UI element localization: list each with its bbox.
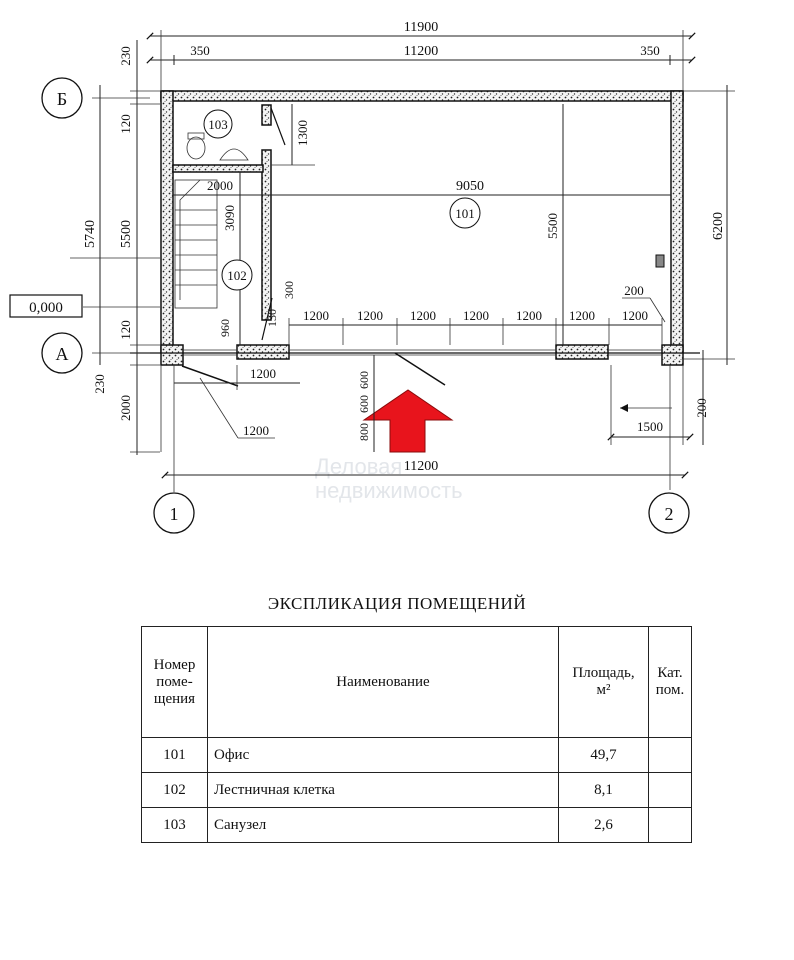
axis-2-label: 2 (664, 504, 674, 524)
window-dim-7: 1200 (622, 308, 648, 323)
window-dim-4: 1200 (463, 308, 489, 323)
dim-left-2000: 2000 (118, 395, 133, 421)
room-tag-103: 103 (208, 117, 228, 132)
door-wc (271, 108, 285, 145)
axis-1-label: 1 (169, 504, 179, 524)
dim-300: 300 (282, 281, 296, 299)
facade-glazing (130, 350, 700, 355)
row-category (649, 773, 692, 808)
top-dimensions (150, 20, 692, 91)
wall-wc-bottom (173, 165, 263, 172)
entrance-arrow-icon (364, 390, 452, 452)
level-mark: 0,000 (29, 300, 63, 316)
window-dim-6: 1200 (569, 308, 595, 323)
header-name: Наименование (208, 627, 559, 738)
dim-top-right: 350 (640, 43, 660, 58)
dim-left-120-top: 120 (118, 114, 133, 134)
dim-600-a: 600 (357, 371, 371, 389)
wall-stair-partition (262, 150, 271, 320)
wall-left (161, 91, 173, 353)
dim-600-b: 600 (357, 395, 371, 413)
dim-bottom-11200: 11200 (403, 459, 439, 474)
toilet-icon (187, 137, 205, 159)
dim-1200-outside: 1200 (250, 366, 276, 381)
table-row (142, 808, 692, 843)
row-name: Офис (208, 738, 559, 773)
wall-corner-left (161, 345, 183, 365)
dim-3090: 3090 (222, 205, 237, 231)
row-category (649, 808, 692, 843)
row-number: 103 (142, 808, 208, 843)
row-area: 8,1 (559, 773, 649, 808)
dim-130: 130 (265, 309, 279, 327)
row-number: 102 (142, 773, 208, 808)
staircase (175, 180, 217, 308)
wall-bottom-seg-1 (237, 345, 289, 359)
window-dim-2: 1200 (357, 308, 383, 323)
room-tag-102: 102 (227, 268, 247, 283)
dim-left-230-top: 230 (118, 46, 133, 66)
header-room-number: Номер поме- щения (142, 627, 208, 738)
explication-table (141, 626, 692, 843)
row-category (649, 738, 692, 773)
header-category: Кат. пом. (649, 627, 692, 738)
dim-left-230-bot: 230 (92, 374, 107, 394)
wall-right (671, 91, 683, 353)
dim-960: 960 (218, 319, 232, 337)
sink-icon (220, 149, 248, 160)
row-area: 2,6 (559, 808, 649, 843)
row-number: 101 (142, 738, 208, 773)
explication-header-row (142, 627, 692, 738)
wall-bottom-seg-2 (556, 345, 608, 359)
room-tag-101: 101 (455, 206, 475, 221)
axis-markers (42, 78, 689, 533)
walls (161, 91, 683, 365)
row-name: Санузел (208, 808, 559, 843)
room-tags (204, 110, 480, 290)
dim-left-120-bot: 120 (118, 320, 133, 340)
axis-a-label: А (55, 344, 69, 364)
window-dim-3: 1200 (410, 308, 436, 323)
dim-inner-5500: 5500 (545, 213, 560, 239)
axis-b-label: Б (56, 89, 68, 109)
dim-1500: 1500 (637, 419, 663, 434)
dim-1200-leader: 1200 (243, 423, 269, 438)
door-main (395, 353, 445, 385)
interior-dimensions (173, 104, 671, 345)
wall-top (161, 91, 683, 101)
wall-corner-right (662, 345, 683, 365)
row-name: Лестничная клетка (208, 773, 559, 808)
wall-wc-partition (262, 105, 271, 125)
table-row (142, 773, 692, 808)
explication-title: ЭКСПЛИКАЦИЯ ПОМЕЩЕНИЙ (267, 594, 527, 613)
dim-9050: 9050 (456, 179, 484, 194)
dim-2000-stair: 2000 (207, 178, 233, 193)
dim-top-mid: 11200 (403, 44, 439, 59)
dim-left-5740: 5740 (83, 220, 98, 248)
dim-right-6200: 6200 (711, 212, 726, 240)
watermark-line-2: недвижимость (315, 478, 463, 503)
dim-overall: 11900 (403, 20, 439, 35)
row-area: 49,7 (559, 738, 649, 773)
window-dim-5: 1200 (516, 308, 542, 323)
dim-800: 800 (357, 423, 371, 441)
dim-top-left: 350 (190, 43, 210, 58)
dim-200-top: 200 (624, 283, 644, 298)
dim-left-5500: 5500 (119, 220, 134, 248)
outlet-icon (656, 255, 664, 267)
table-row (142, 738, 692, 773)
watermark-line-1: Деловая (315, 454, 403, 479)
header-area: Площадь, м² (559, 627, 649, 738)
window-dim-1: 1200 (303, 308, 329, 323)
dim-right-200: 200 (694, 398, 709, 418)
left-dimensions (70, 40, 161, 455)
dim-1300: 1300 (295, 120, 310, 146)
